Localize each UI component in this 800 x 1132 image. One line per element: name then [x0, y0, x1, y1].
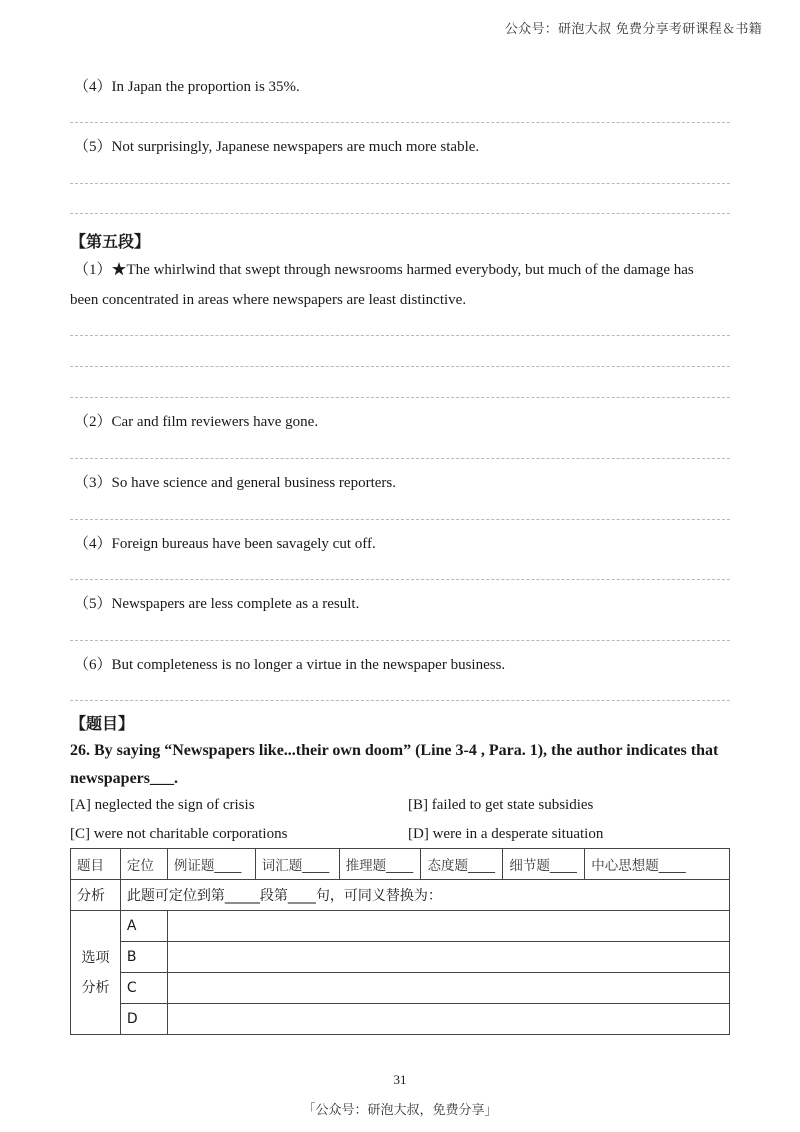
option-letter-a: A [120, 911, 167, 942]
type-inference: 推理题____ [339, 849, 421, 880]
option-label-line-1: 选项 [81, 949, 110, 966]
para4-sentence-5: （5）Not surprisingly, Japanese newspapers are much more stable. [74, 139, 480, 155]
analysis-text: 此题可定位到第_____段第____句，可同义替换为： [120, 880, 729, 911]
option-d: [D] were in a desperate situation [408, 826, 604, 842]
page-number: 31 [393, 1072, 407, 1087]
answer-line [70, 213, 730, 214]
para4-sentence-4: （4）In Japan the proportion is 35%. [74, 79, 300, 95]
option-letter-d: D [120, 1004, 167, 1035]
analysis-row [71, 880, 730, 911]
footer-note: 「公众号：研泡大叔，免费分享」 [302, 1103, 498, 1118]
answer-line [70, 366, 730, 367]
option-letter-b: B [120, 942, 167, 973]
answer-line [70, 183, 730, 184]
option-analysis-label [71, 911, 121, 1035]
analysis-table [70, 848, 730, 1035]
para5-sentence-1-line-2: been concentrated in areas where newspapers are least distinctive. [70, 292, 467, 308]
option-b: [B] failed to get state subsidies [408, 797, 594, 813]
answer-line [70, 700, 730, 701]
answer-line [70, 519, 730, 520]
para5-sentence-2: （2）Car and film reviewers have gone. [74, 414, 319, 430]
option-row-b [71, 942, 730, 973]
option-c: [C] were not charitable corporations [70, 826, 288, 842]
option-analysis-d [167, 1004, 729, 1035]
section-heading-question: 【题目】 [70, 714, 135, 733]
option-row-a [71, 911, 730, 942]
option-analysis-c [167, 973, 729, 1004]
option-analysis-b [167, 942, 729, 973]
option-a: [A] neglected the sign of crisis [70, 797, 255, 813]
answer-line [70, 397, 730, 398]
para5-sentence-1-line-1: （1）★The whirlwind that swept through newsrooms harmed everybody, but much of the damage has [74, 262, 694, 278]
answer-line [70, 122, 730, 123]
type-main-idea: 中心思想题____ [585, 849, 730, 880]
answer-line [70, 640, 730, 641]
option-row-d [71, 1004, 730, 1035]
para5-sentence-6: （6）But completeness is no longer a virtue in the newspaper business. [74, 657, 506, 673]
type-detail: 细节题____ [503, 849, 585, 880]
para5-sentence-3: （3）So have science and general business reporters. [74, 475, 396, 491]
type-example: 例证题____ [167, 849, 255, 880]
option-row-c [71, 973, 730, 1004]
type-attitude: 态度题____ [421, 849, 503, 880]
answer-line [70, 579, 730, 580]
option-analysis-a [167, 911, 729, 942]
question-stem-line-2: newspapers___. [70, 770, 179, 787]
section-heading-para5: 【第五段】 [70, 232, 151, 251]
option-label-line-2: 分析 [81, 979, 110, 996]
para5-sentence-4: （4）Foreign bureaus have been savagely cut off. [74, 536, 376, 552]
type-label: 题目 [71, 849, 121, 880]
type-locate: 定位 [120, 849, 167, 880]
para5-sentence-5: （5）Newspapers are less complete as a result. [74, 596, 360, 612]
page-header: 公众号：研泡大叔 免费分享考研课程＆书籍 [504, 22, 762, 37]
analysis-label: 分析 [71, 880, 121, 911]
question-type-row [71, 849, 730, 880]
answer-line [70, 335, 730, 336]
answer-line [70, 458, 730, 459]
option-letter-c: C [120, 973, 167, 1004]
question-stem-line-1: 26. By saying “Newspapers like...their own doom” (Line 3-4 , Para. 1), the author indicates that [70, 742, 719, 759]
type-vocabulary: 词汇题____ [255, 849, 339, 880]
